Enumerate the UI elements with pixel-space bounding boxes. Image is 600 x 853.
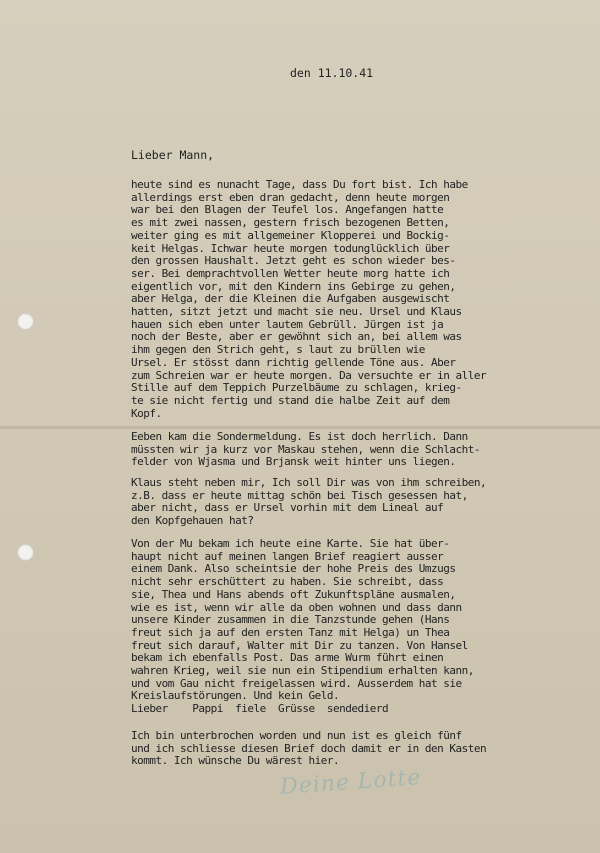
text-line: aber nicht, dass er Ursel vorhin mit dem Lineal auf — [131, 501, 444, 515]
paragraph-2 — [131, 431, 480, 469]
text-line: nicht sehr erschüttert zu haben. Sie schreibt, dass — [131, 575, 444, 589]
text-line: noch der Beste, aber er gewöhnt sich an, bei allem was — [131, 330, 462, 344]
text-line: war bei den Blagen der Teufel los. Angefangen hatte — [131, 203, 444, 217]
text-line: aber Helga, der die Kleinen die Aufgaben ausgewischt — [131, 292, 450, 306]
text-line: Von der Mu bekam ich heute eine Karte. Sie hat über- — [131, 537, 450, 550]
text-line: Kreislaufstörungen. Und kein Geld. — [131, 689, 340, 703]
text-line: Ursel. Er stösst dann richtig gellende Töne aus. Aber — [131, 355, 456, 369]
text-line: Klaus steht neben mir, Ich soll Dir was von ihm schreiben, — [131, 476, 487, 489]
paper-fold — [0, 426, 600, 429]
text-line: sie, Thea und Hans abends oft Zukunftspläne ausmalen, — [131, 587, 456, 601]
text-line: freut sich darauf, Walter mit Dir zu tanzen. Von Hansel — [131, 638, 468, 652]
text-line: wie es ist, wenn wir alle da oben wohnen und dass dann — [131, 600, 462, 614]
text-line: unsere Kinder zusammen in die Tanzstunde gehen (Hans — [131, 613, 450, 627]
text-line: bekam ich ebenfalls Post. Das arme Wurm führt einen — [131, 651, 444, 665]
text-line: felder von Wjasma und Brjansk weit hinter uns liegen. — [131, 455, 456, 469]
text-line: weiter ging es mit allgemeiner Klopperei und Bockig- — [131, 228, 450, 242]
text-line: Kopf. — [131, 406, 162, 420]
text-line: und ich schliesse diesen Brief doch damit er in den Kasten — [131, 741, 487, 755]
paragraph-5 — [131, 730, 486, 768]
text-line: z.B. dass er heute mittag schön bei Tisch gesessen hat, — [131, 488, 468, 502]
punch-hole — [17, 544, 34, 561]
text-line: te sie nicht fertig und stand die halbe Zeit auf dem — [131, 393, 450, 407]
text-line: einem Dank. Also scheintsie der hohe Preis des Umzugs — [131, 562, 456, 576]
text-line: allerdings erst eben dran gedacht, denn heute morgen — [131, 190, 450, 204]
text-line: den grossen Haushalt. Jetzt geht es schon wieder bes- — [131, 254, 456, 268]
salutation: Lieber Mann, — [131, 148, 215, 162]
punch-hole — [17, 313, 34, 330]
text-line: haupt nicht auf meinen langen Brief reagiert ausser — [131, 549, 444, 563]
text-line: ihm gegen den Strich geht, s laut zu brüllen wie — [131, 343, 425, 357]
text-line: wahren Krieg, weil sie nun ein Stipendium erhalten kann, — [131, 664, 474, 678]
text-line: und vom Gau nicht freigelassen wird. Ausserdem hat sie — [131, 676, 462, 690]
text-line: Lieber Pappi fiele Grüsse sendedierd — [131, 702, 389, 716]
text-line: Ich bin unterbrochen worden und nun ist es gleich fünf — [131, 729, 462, 742]
text-line: keit Helgas. Ichwar heute morgen todunglücklich über — [131, 241, 450, 255]
text-line: hauen sich eben unter lautem Gebrüll. Jürgen ist ja — [131, 317, 444, 331]
text-line: freut sich ja auf den ersten Tanz mit Helga) un Thea — [131, 625, 450, 639]
text-line: müssten wir ja kurz vor Maskau stehen, wenn die Schlacht- — [131, 442, 480, 456]
text-line: heute sind es nunacht Tage, dass Du fort bist. Ich habe — [131, 178, 468, 191]
text-line: zum Schreien war er heute morgen. Da versuchte er in aller — [131, 368, 487, 382]
text-line: Stille auf dem Teppich Purzelbäume zu schlagen, krieg- — [131, 381, 462, 395]
text-line: eigentlich vor, mit den Kindern ins Gebirge zu gehen, — [131, 279, 456, 293]
handwritten-signature: Deine Lotte — [279, 765, 423, 800]
letter-date: den 11.10.41 — [290, 66, 374, 80]
text-line: den Kopfgehauen hat? — [131, 514, 254, 528]
paragraph-4 — [131, 538, 474, 716]
paragraph-1 — [131, 179, 486, 420]
text-line: ser. Bei demprachtvollen Wetter heute morg hatte ich — [131, 266, 450, 280]
text-line: Eeben kam die Sondermeldung. Es ist doch herrlich. Dann — [131, 430, 468, 443]
text-line: es mit zwei nassen, gestern frisch bezogenen Betten, — [131, 216, 450, 230]
paragraph-3 — [131, 477, 486, 528]
text-line: kommt. Ich wünsche Du wärest hier. — [131, 754, 340, 768]
text-line: hatten, sitzt jetzt und macht sie neu. Ursel und Klaus — [131, 305, 462, 319]
